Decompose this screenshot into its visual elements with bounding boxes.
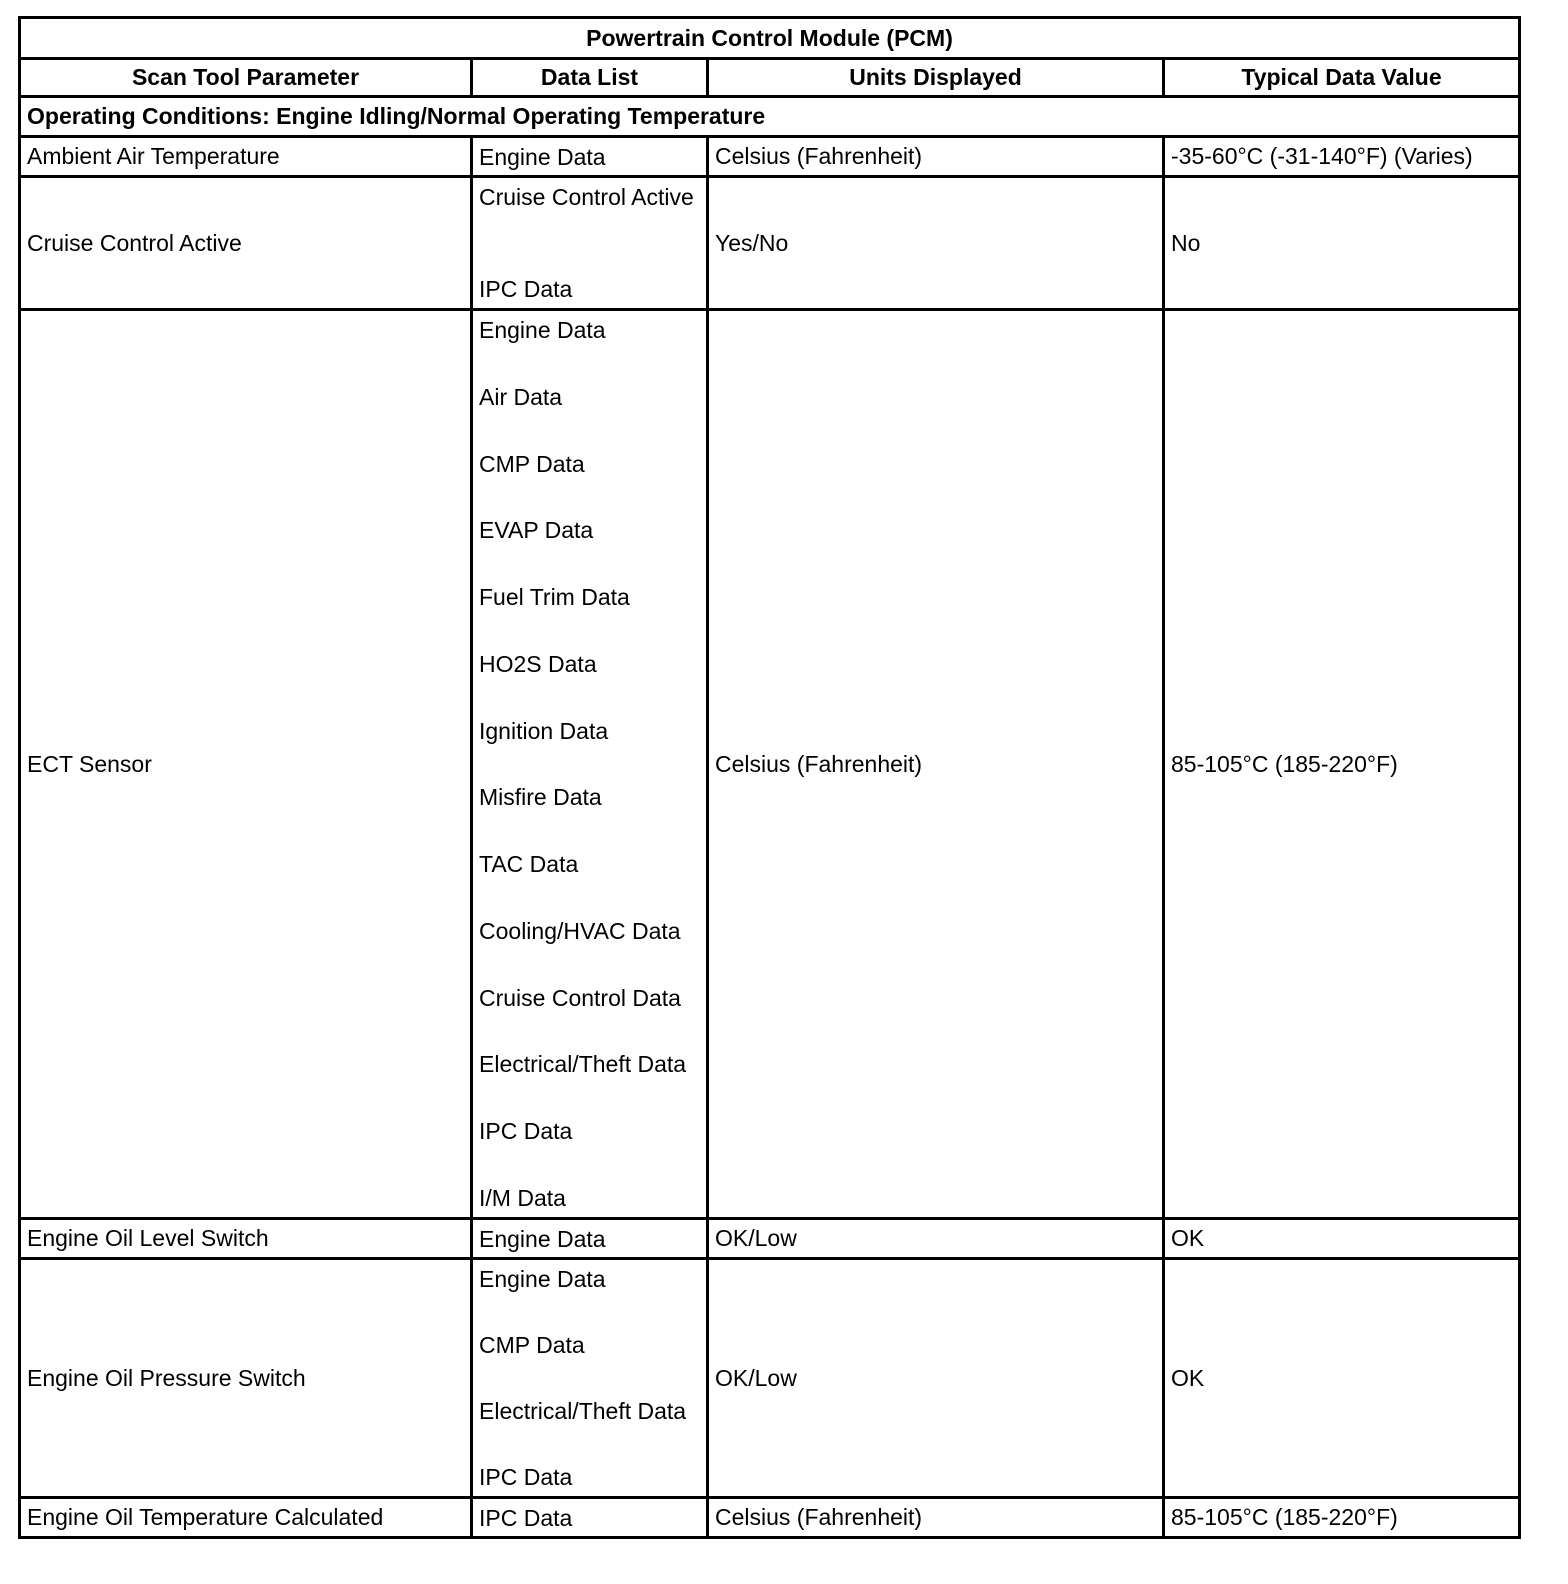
data-list-item: Fuel Trim Data xyxy=(479,584,630,611)
data-list-cell xyxy=(472,1259,708,1498)
parameter-cell: Engine Oil Level Switch xyxy=(20,1219,472,1259)
data-list-item: CMP Data xyxy=(479,450,585,477)
table-row xyxy=(20,177,1520,310)
units-cell: Celsius (Fahrenheit) xyxy=(708,137,1164,177)
column-header-units: Units Displayed xyxy=(708,59,1164,97)
data-list-cell xyxy=(472,1498,708,1538)
operating-conditions-row xyxy=(20,97,1520,137)
data-list-item: Misfire Data xyxy=(479,784,602,811)
data-list-item: IPC Data xyxy=(479,1464,573,1490)
data-list-item: Electrical/Theft Data xyxy=(479,1398,687,1424)
table-row xyxy=(20,1259,1520,1498)
data-list-item: Air Data xyxy=(479,383,563,410)
data-list-item: Ignition Data xyxy=(479,717,609,744)
data-list-item: HO2S Data xyxy=(479,650,597,677)
parameter-cell: Ambient Air Temperature xyxy=(20,137,472,177)
typical-value-cell: OK xyxy=(1164,1259,1520,1498)
data-list-item: Electrical/Theft Data xyxy=(479,1051,687,1078)
data-list-cell xyxy=(472,1219,708,1259)
data-list-item: IPC Data xyxy=(479,276,573,302)
table-title-row xyxy=(20,18,1520,59)
typical-value-cell: 85-105°C (185-220°F) xyxy=(1164,1498,1520,1538)
parameter-cell: Cruise Control Active xyxy=(20,177,472,310)
data-list-cell xyxy=(472,310,708,1219)
units-cell: OK/Low xyxy=(708,1219,1164,1259)
table-row xyxy=(20,1498,1520,1538)
data-list-item: IPC Data xyxy=(479,1504,573,1531)
data-list-item: EVAP Data xyxy=(479,517,594,544)
table-row xyxy=(20,310,1520,1219)
table-row xyxy=(20,1219,1520,1259)
data-list-cell xyxy=(472,137,708,177)
data-list-item: I/M Data xyxy=(479,1184,566,1211)
units-cell: Yes/No xyxy=(708,177,1164,310)
data-list-item: Engine Data xyxy=(479,317,606,343)
typical-value-cell: OK xyxy=(1164,1219,1520,1259)
pcm-data-table xyxy=(18,16,1521,1539)
column-header-data-list: Data List xyxy=(472,59,708,97)
parameter-cell: ECT Sensor xyxy=(20,310,472,1219)
operating-conditions: Operating Conditions: Engine Idling/Normal Operating Temperature xyxy=(20,97,1520,137)
table-title: Powertrain Control Module (PCM) xyxy=(20,18,1520,59)
table-row xyxy=(20,137,1520,177)
typical-value-cell: 85-105°C (185-220°F) xyxy=(1164,310,1520,1219)
column-header-typical-value: Typical Data Value xyxy=(1164,59,1520,97)
table-header-row xyxy=(20,59,1520,97)
data-list-item: Engine Data xyxy=(479,1225,606,1252)
parameter-cell: Engine Oil Pressure Switch xyxy=(20,1259,472,1498)
column-header-parameter: Scan Tool Parameter xyxy=(20,59,472,97)
typical-value-cell: No xyxy=(1164,177,1520,310)
units-cell: Celsius (Fahrenheit) xyxy=(708,1498,1164,1538)
data-list-item: CMP Data xyxy=(479,1332,585,1358)
units-cell: OK/Low xyxy=(708,1259,1164,1498)
data-list-item: Cooling/HVAC Data xyxy=(479,917,681,944)
data-list-item: Engine Data xyxy=(479,143,606,170)
typical-value-cell: -35-60°C (-31-140°F) (Varies) xyxy=(1164,137,1520,177)
data-list-item: TAC Data xyxy=(479,851,579,878)
data-list-item: Engine Data xyxy=(479,1266,606,1292)
data-list-cell xyxy=(472,177,708,310)
parameter-cell: Engine Oil Temperature Calculated xyxy=(20,1498,472,1538)
data-list-item: Cruise Control Data xyxy=(479,984,681,1011)
units-cell: Celsius (Fahrenheit) xyxy=(708,310,1164,1219)
data-list-item: IPC Data xyxy=(479,1118,573,1145)
data-list-item: Cruise Control Active xyxy=(479,184,694,210)
